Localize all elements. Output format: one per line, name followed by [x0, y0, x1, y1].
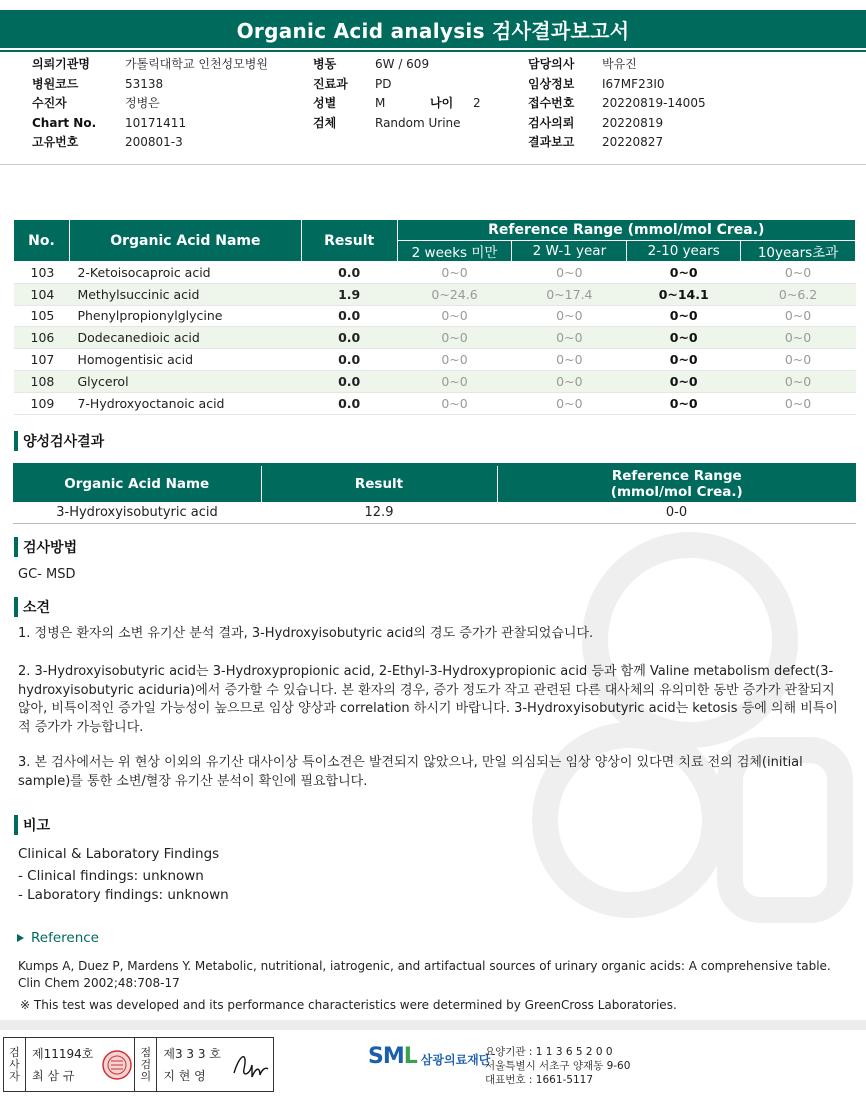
info-divider	[0, 164, 866, 165]
info-label: 병원코드	[32, 76, 79, 91]
cell-range: 0~0	[741, 327, 856, 349]
reference-heading	[17, 930, 99, 946]
cell-result: 0.0	[301, 370, 397, 392]
header-range-4: 10years초과	[741, 241, 856, 262]
ref-range-line2: (mmol/mol Crea.)	[610, 483, 743, 500]
table-row	[14, 262, 856, 284]
info-value-age: 2	[473, 96, 481, 110]
cell-range: 0~0	[741, 349, 856, 371]
info-label: 의뢰기관명	[32, 57, 90, 71]
cell-no: 108	[14, 370, 70, 392]
cell-range: 0~24.6	[397, 283, 512, 305]
table-row	[14, 349, 856, 371]
cell-range: 0~0	[512, 370, 627, 392]
info-value: 20220827	[602, 135, 664, 149]
section-title: 양성검사결과	[23, 434, 105, 450]
table-row	[14, 370, 856, 392]
cell-range: 0~0	[627, 392, 741, 414]
info-value: 박유진	[602, 57, 637, 71]
patient-info-col3	[528, 55, 706, 153]
patient-info-col2	[313, 55, 481, 133]
section-marker	[14, 815, 18, 835]
remarks-line-3: - Laboratory findings: unknown	[18, 887, 229, 903]
info-label-age: 나이	[430, 96, 454, 110]
opinion-heading	[14, 597, 50, 617]
signature-box	[3, 1037, 274, 1092]
logo-text: 삼광의료재단	[420, 1053, 491, 1067]
cell-result: 12.9	[261, 502, 497, 524]
cell-result: 0.0	[301, 327, 397, 349]
remarks-line-2: - Clinical findings: unknown	[18, 868, 204, 884]
reference-citation: Kumps A, Duez P, Mardens Y. Metabolic, nutritional, iatrogenic, and artifactual sources of urinary organic acids: A comprehensive table. Clin Chem 2002;48:708-17	[18, 959, 831, 990]
header-ref-range: Reference Range (mmol/mol Crea.)	[397, 220, 855, 241]
cell-name: 3-Hydroxyisobutyric acid	[13, 502, 261, 524]
method-text: GC- MSD	[18, 567, 76, 582]
inspector-name: 최 삼 규	[32, 1068, 75, 1083]
inspector-license: 제11194호	[32, 1046, 94, 1061]
info-value: M	[375, 96, 386, 110]
section-marker	[14, 597, 18, 617]
positive-results-heading	[14, 431, 104, 451]
institution-code: 요양기관 : 1 1 3 6 5 2 0 0	[485, 1046, 613, 1058]
cell-range: 0~0	[397, 305, 512, 327]
remarks-line-1: Clinical & Laboratory Findings	[18, 846, 220, 862]
info-value: 6W / 609	[375, 57, 430, 71]
cell-ref: 0-0	[497, 502, 856, 524]
cell-no: 104	[14, 283, 70, 305]
table-row	[14, 327, 856, 349]
cell-range: 0~0	[397, 262, 512, 284]
header-range-3: 2-10 years	[627, 241, 741, 262]
info-label: 진료과	[313, 76, 348, 91]
remarks-heading	[14, 815, 50, 835]
cell-name: Methylsuccinic acid	[69, 283, 301, 305]
label-char: 점	[140, 1045, 152, 1059]
signature-icon	[230, 1047, 270, 1083]
info-value: 20220819-14005	[602, 96, 706, 110]
info-label: Chart No.	[32, 115, 97, 130]
info-value: Random Urine	[375, 115, 461, 130]
label-char: 의	[140, 1069, 152, 1083]
cell-range: 0~0	[627, 370, 741, 392]
cell-result: 0.0	[301, 305, 397, 327]
cell-range: 0~17.4	[512, 283, 627, 305]
cell-range: 0~0	[512, 392, 627, 414]
confirm-info	[157, 1038, 227, 1091]
ref-range-line1: Reference Range	[611, 467, 742, 484]
info-label: 수진자	[32, 96, 67, 110]
logo-mark	[368, 1044, 417, 1069]
cell-range: 0~6.2	[741, 283, 856, 305]
header-no: No.	[14, 220, 70, 262]
header-range-1: 2 weeks 미만	[397, 241, 512, 262]
info-label: 결과보고	[528, 135, 575, 149]
cell-range: 0~14.1	[627, 283, 741, 305]
header-result: Result	[301, 220, 397, 262]
info-label: 검사의뢰	[528, 115, 575, 130]
info-value: 10171411	[125, 115, 187, 130]
cell-name: Dodecanedioic acid	[69, 327, 301, 349]
institution-location: 서울특별시 서초구 양재동 9-60	[485, 1060, 631, 1072]
logo-letter-m: M	[382, 1044, 404, 1069]
info-value: 200801-3	[125, 135, 183, 149]
info-label: 접수번호	[528, 96, 575, 110]
cell-name: 7-Hydroxyoctanoic acid	[69, 392, 301, 414]
header-result: Result	[261, 465, 497, 502]
cell-result: 0.0	[301, 349, 397, 371]
reference-title: Reference	[31, 930, 99, 946]
method-heading	[14, 537, 77, 557]
cell-no: 103	[14, 262, 70, 284]
label-char: 검	[9, 1045, 20, 1059]
section-title: 검사방법	[23, 540, 78, 556]
info-value: 정병은	[125, 96, 160, 110]
cell-name: Glycerol	[69, 370, 301, 392]
title-divider	[0, 50, 866, 52]
opinion-paragraph-3: 3. 본 검사에서는 위 현상 이외의 유기산 대사이상 특이소견은 발견되지 않았으나, 만일 의심되는 임상 양상이 있다면 치료 전의 검체(initial sample)를 통한 소변/혈장 유기산 분석이 확인에 필요합니다.	[18, 755, 803, 789]
table-row	[14, 283, 856, 305]
confirm-name: 지 현 영	[163, 1068, 206, 1083]
label-char: 검	[140, 1057, 152, 1071]
cell-name: Homogentisic acid	[69, 349, 301, 371]
info-label: 검체	[313, 115, 337, 130]
seal-stamp	[99, 1038, 135, 1091]
section-title: 소견	[23, 600, 51, 616]
confirm-license: 제3 3 3 호	[163, 1046, 221, 1061]
cell-name: 2-Ketoisocaproic acid	[69, 262, 301, 284]
table-row	[14, 392, 856, 414]
cell-range: 0~0	[627, 262, 741, 284]
cell-range: 0~0	[397, 349, 512, 371]
info-label: 고유번호	[32, 135, 79, 149]
cell-range: 0~0	[741, 392, 856, 414]
table-row	[14, 305, 856, 327]
info-value: I67MF23I0	[602, 76, 665, 91]
seal-icon	[101, 1049, 133, 1081]
cell-no: 109	[14, 392, 70, 414]
cell-result: 1.9	[301, 283, 397, 305]
footer-divider	[0, 1020, 866, 1030]
inspector-info	[26, 1038, 99, 1091]
cell-no: 106	[14, 327, 70, 349]
cell-range: 0~0	[397, 370, 512, 392]
section-title: 비고	[23, 818, 51, 834]
cell-range: 0~0	[741, 305, 856, 327]
institution-phone: 대표번호 : 1661-5117	[485, 1074, 594, 1086]
cell-range: 0~0	[741, 262, 856, 284]
cell-range: 0~0	[512, 262, 627, 284]
cell-range: 0~0	[512, 305, 627, 327]
report-title: Organic Acid analysis 검사결과보고서	[0, 10, 866, 48]
cell-range: 0~0	[627, 349, 741, 371]
cell-result: 0.0	[301, 262, 397, 284]
cell-range: 0~0	[397, 327, 512, 349]
info-value: PD	[375, 76, 392, 91]
table-row	[13, 502, 856, 524]
cell-no: 107	[14, 349, 70, 371]
patient-info-col1	[32, 55, 268, 153]
info-label: 병동	[313, 57, 337, 71]
cell-result: 0.0	[301, 392, 397, 414]
cell-range: 0~0	[627, 327, 741, 349]
cell-no: 105	[14, 305, 70, 327]
cell-range: 0~0	[512, 327, 627, 349]
results-table	[13, 219, 856, 415]
positive-results-table	[13, 463, 856, 524]
info-value: 가톨릭대학교 인천성모병원	[125, 57, 268, 71]
section-marker	[14, 431, 18, 451]
cell-range: 0~0	[741, 370, 856, 392]
logo-letter-l: L	[403, 1044, 417, 1069]
cell-name: Phenylpropionylglycine	[69, 305, 301, 327]
inspector-label	[4, 1038, 26, 1091]
cell-range: 0~0	[397, 392, 512, 414]
logo-letter-s: S	[368, 1044, 383, 1069]
cell-range: 0~0	[512, 349, 627, 371]
label-char: 자	[9, 1069, 20, 1083]
opinion-paragraph-1: 1. 정병은 환자의 소변 유기산 분석 결과, 3-Hydroxyisobutyric acid의 경도 증가가 관찰되었습니다.	[18, 626, 594, 641]
header-name: Organic Acid Name	[13, 465, 261, 502]
cell-range: 0~0	[627, 305, 741, 327]
info-value: 20220819	[602, 115, 664, 130]
confirm-label	[135, 1038, 157, 1091]
header-range-2: 2 W-1 year	[512, 241, 627, 262]
triangle-icon	[17, 934, 24, 942]
institution-address	[485, 1045, 630, 1087]
signature	[227, 1038, 273, 1091]
header-ref-range	[497, 465, 856, 502]
opinion-paragraph-2: 2. 3-Hydroxyisobutyric acid는 3-Hydroxypropionic acid, 2-Ethyl-3-Hydroxypropionic acid 등과 함께 Valine metabolism defect(3-hydroxyisobutyric aciduria)에서 증가할 수 있습니다. 본 환자의 경우, 증가 정도가 작고 관련된 다른 대사체의 유의미한 동반 증가가 관찰되지 않아, 비특이적인 증가일 가능성이 높으므로 임상 양상과 correlation 하시기 바랍니다. 3-Hydroxyisobutyric acid는 ketosis 등에 의해 비특이적 증가가 가능합니다.	[18, 664, 838, 735]
lab-note: ※ This test was developed and its performance characteristics were determined by GreenCross Laboratories.	[20, 998, 677, 1012]
info-label: 담당의사	[528, 57, 575, 71]
info-value: 53138	[125, 76, 164, 91]
header-name: Organic Acid Name	[69, 220, 301, 262]
sml-logo	[368, 1044, 490, 1069]
label-char: 사	[9, 1057, 20, 1071]
info-label: 임상정보	[528, 76, 575, 91]
info-label: 성별	[313, 96, 337, 110]
section-marker	[14, 537, 18, 557]
